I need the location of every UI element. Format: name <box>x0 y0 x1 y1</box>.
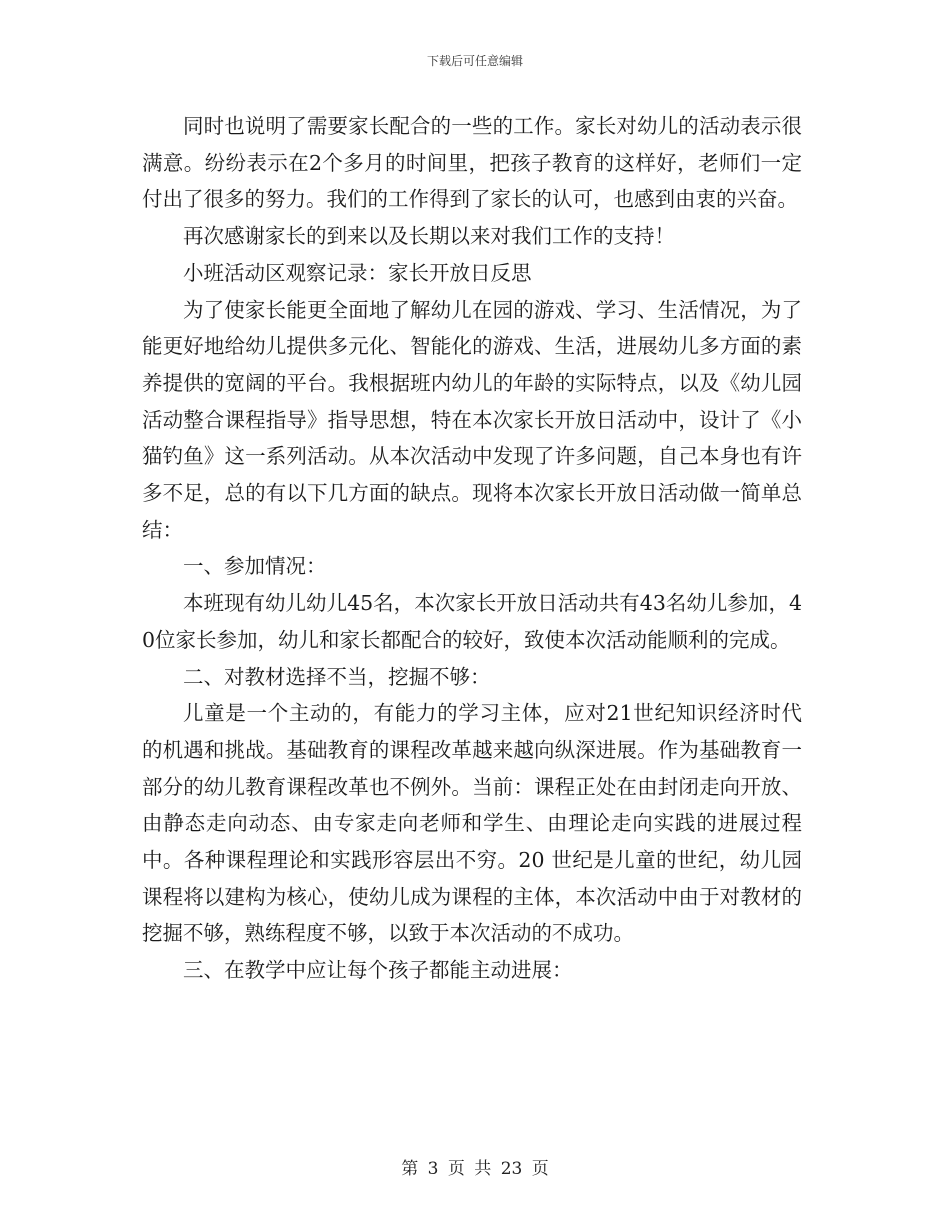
page-header: 下载后可任意编辑 <box>426 54 523 68</box>
paragraph: 本班现有幼儿幼儿45名，本次家长开放日活动共有43名幼儿参加，40位家长参加，幼儿和家长都配合的较好，致使本次活动能顺利的完成。 <box>142 591 802 652</box>
section-heading: 二、对教材选择不当，挖掘不够： <box>183 664 491 689</box>
section-title: 小班活动区观察记录：家长开放日反思 <box>183 260 532 285</box>
document-body <box>142 108 802 989</box>
section-heading: 一、参加情况： <box>183 554 327 579</box>
page-footer: 第 3 页 共 23 页 <box>401 1159 549 1179</box>
paragraph: 同时也说明了需要家长配合的一些的工作。家长对幼儿的活动表示很满意。纷纷表示在2个多月的时间里，把孩子教育的这样好，老师们一定付出了很多的努力。我们的工作得到了家长的认可，也感到由衷的兴奋。 <box>142 114 802 212</box>
section-heading: 三、在教学中应让每个孩子都能主动进展： <box>183 958 573 983</box>
paragraph: 儿童是一个主动的，有能力的学习主体，应对21世纪知识经济时代的机遇和挑战。基础教育的课程改革越来越向纵深进展。作为基础教育一部分的幼儿教育课程改革也不例外。当前：课程正处在由封闭走向开放、由静态走向动态、由专家走向老师和学生、由理论走向实践的进展过程中。各种课程理论和实践形容层出不穷。20 世纪是儿童的世纪，幼儿园课程将以建构为核心，使幼儿成为课程的主体，本次活动中由于对教材的挖掘不够，熟练程度不够，以致于本次活动的不成功。 <box>142 701 802 946</box>
paragraph: 再次感谢家长的到来以及长期以来对我们工作的支持！ <box>183 224 675 249</box>
paragraph: 为了使家长能更全面地了解幼儿在园的游戏、学习、生活情况，为了能更好地给幼儿提供多元化、智能化的游戏、生活，进展幼儿多方面的素养提供的宽阔的平台。我根据班内幼儿的年龄的实际特点，以及《幼儿园活动整合课程指导》指导思想，特在本次家长开放日活动中，设计了《小猫钓鱼》这一系列活动。从本次活动中发现了许多问题，自己本身也有许多不足，总的有以下几方面的缺点。现将本次家长开放日活动做一简单总结： <box>142 297 802 542</box>
